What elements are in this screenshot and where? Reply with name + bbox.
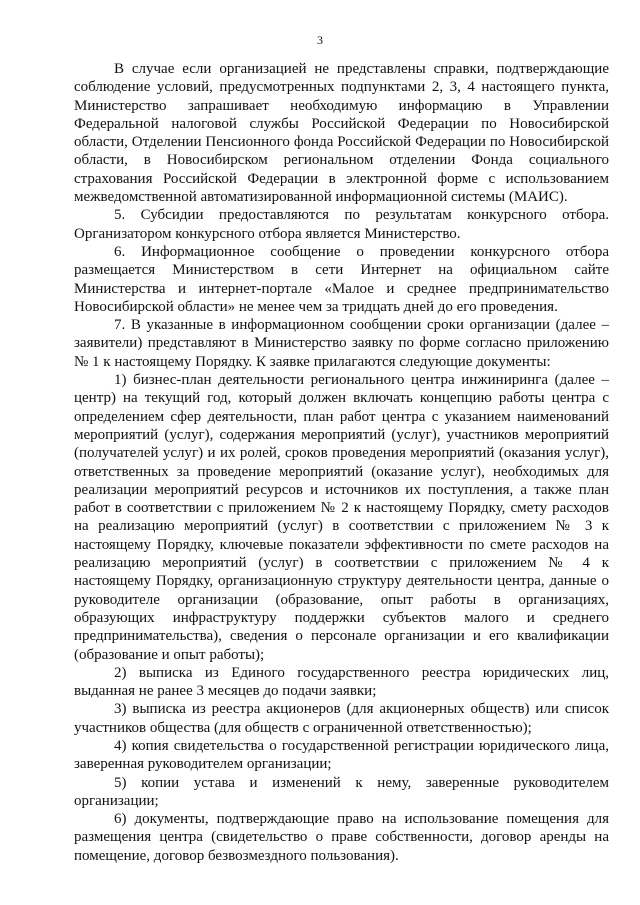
- page-number: 3: [317, 33, 323, 47]
- paragraph-subitem-3: 3) выписка из реестра акционеров (для акционерных обществ) или список участников общества (для обществ с ограниченной ответственностью);: [74, 701, 609, 736]
- paragraph-subitem-6: 6) документы, подтверждающие право на использование помещения для размещения центра (свидетельство о праве собственности, договор аренды на помещение, договор безвозмездного пользования).: [74, 811, 609, 864]
- paragraph-mais-request: В случае если организацией не представлены справки, подтверждающие соблюдение условий, предусмотренных подпунктами 2, 3, 4 настоящего пункта, Министерство запрашивает необходимую информацию в Управлении Федеральной налоговой службы Российской Федерации по Новосибирской области, Отделении Пенсионного фонда Российской Федерации по Новосибирской области, в Новосибирском региональном отделении Фонда социального страхования Российской Федерации в электронной форме с использованием межведомственной автоматизированной информационной системы (МАИС).: [74, 61, 609, 206]
- paragraph-item-7: 7. В указанные в информационном сообщении сроки организации (далее – заявители) представляют в Министерство заявку по форме согласно приложению № 1 к настоящему Порядку. К заявке прилагаются следующие документы:: [74, 317, 609, 370]
- paragraph-subitem-5: 5) копии устава и изменений к нему, заверенные руководителем организации;: [74, 774, 609, 809]
- paragraph-item-6: 6. Информационное сообщение о проведении конкурсного отбора размещается Министерством в сети Интернет на официальном сайте Министерства и интернет-портале «Малое и среднее предпринимательство Новосибирской области» не менее чем за тридцать дней до его проведения.: [74, 243, 609, 315]
- paragraph-item-5: 5. Субсидии предоставляются по результатам конкурсного отбора. Организатором конкурсного отбора является Министерство.: [74, 207, 609, 242]
- paragraph-subitem-2: 2) выписка из Единого государственного реестра юридических лиц, выданная не ранее 3 месяцев до подачи заявки;: [74, 664, 609, 700]
- paragraph-subitem-4: 4) копия свидетельства о государственной регистрации юридического лица, заверенная руководителем организации;: [74, 737, 609, 773]
- document-body: [74, 60, 609, 865]
- paragraph-subitem-1: 1) бизнес-план деятельности регионального центра инжиниринга (далее – центр) на текущий год, который должен включать концепцию работы центра с определением сфер деятельности, план работ центра с указанием наименований мероприятий (услуг), содержания мероприятий (услуг), участников мероприятий (получателей услуг) и их ролей, сроков проведения мероприятий (оказания услуг), ответственных за проведение мероприятий (оказание услуг), необходимых для реализации мероприятий ресурсов и источников их поступления, а также план работ в соответствии с приложением № 2 к настоящему Порядку, смету расходов на реализацию мероприятий (услуг) в соответствии с приложением № 3 к настоящему Порядку, ключевые показатели эффективности по смете расходов на реализацию мероприятий (услуг) в соответствии с приложением № 4 к настоящему Порядку, организационную структуру деятельности центра, данные о руководителе организации (образование, опыт работы в организациях, образующих инфраструктуру поддержки субъектов малого и среднего предпринимательства), сведения о персонале организации и его квалификации (образование и опыт работы);: [74, 372, 609, 663]
